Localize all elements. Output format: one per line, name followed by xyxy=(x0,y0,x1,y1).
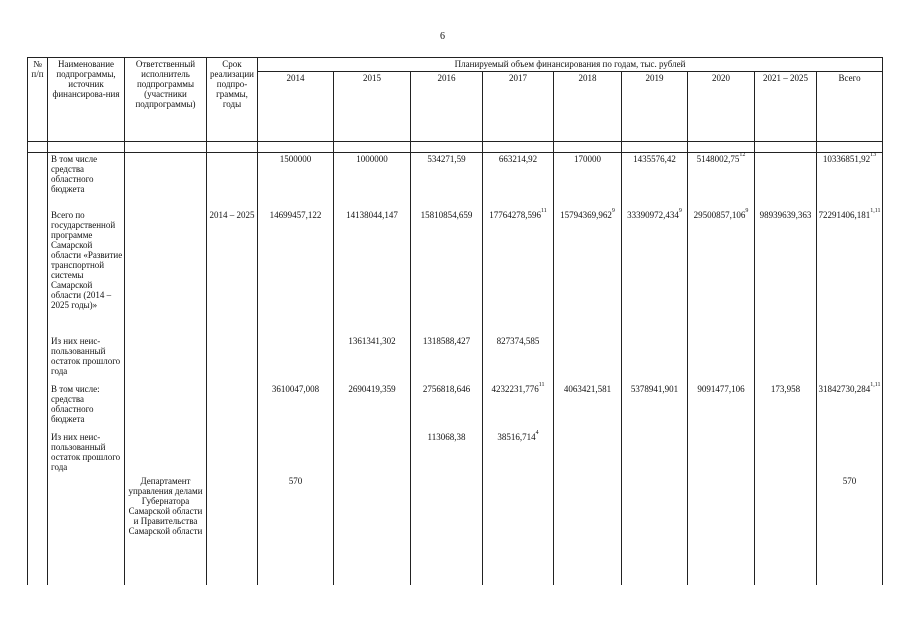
value-cell xyxy=(622,475,688,585)
row-name-cell xyxy=(48,475,125,585)
row-term-cell xyxy=(207,153,258,209)
value-cell xyxy=(411,209,483,335)
value-cell xyxy=(622,431,688,475)
value-cell xyxy=(622,209,688,335)
footnote-ref: 4 xyxy=(535,429,539,436)
value-text: 15810854,659 xyxy=(420,209,473,220)
value-cell xyxy=(334,209,411,335)
row-responsible-cell: Департамент управления делами Губернатора Самарской области и Правительства Самарской области xyxy=(125,475,207,585)
value-cell xyxy=(688,475,755,585)
row-number-cell xyxy=(28,475,48,585)
value-cell xyxy=(755,431,817,475)
footnote-ref: 1,11 xyxy=(870,381,881,388)
value-cell xyxy=(622,153,688,209)
row-term-cell xyxy=(207,383,258,431)
value-cell xyxy=(334,475,411,585)
value-text: 1435576,42 xyxy=(633,154,676,164)
footnote-ref: 9 xyxy=(678,207,682,214)
value-cell xyxy=(755,383,817,431)
value-cell xyxy=(817,431,883,475)
value-cell xyxy=(258,383,334,431)
row-number-cell xyxy=(28,431,48,475)
value-cell xyxy=(622,335,688,383)
value-cell xyxy=(688,335,755,383)
table-row xyxy=(28,383,883,431)
financing-table xyxy=(27,57,883,585)
value-cell xyxy=(817,475,883,585)
footnote-ref: 9 xyxy=(745,207,749,214)
value-text: 5378941,901 xyxy=(630,383,679,394)
value-cell xyxy=(554,335,622,383)
footnote-ref: 11 xyxy=(538,381,545,388)
page-number: 6 xyxy=(440,31,445,42)
value-cell xyxy=(258,209,334,335)
value-cell xyxy=(688,431,755,475)
row-number-cell xyxy=(28,209,48,335)
row-responsible-cell xyxy=(125,383,207,431)
value-text: 1000000 xyxy=(356,154,388,164)
value-text: 663214,92 xyxy=(498,154,538,164)
value-text: 14138044,147 xyxy=(346,209,398,220)
value-cell xyxy=(411,475,483,585)
footnote-ref: 1,11 xyxy=(870,207,881,214)
value-cell xyxy=(483,431,554,475)
row-name-cell: Всего по государственной программе Самарской области «Развитие транспортной системы Самарской области (2014 – 2025 годы)» xyxy=(48,209,125,335)
header-year: 2016 xyxy=(411,72,483,142)
value-cell xyxy=(688,383,755,431)
header-term: Срок реализации подпро-граммы, годы xyxy=(207,58,258,142)
row-name-cell: В том числе: средства областного бюджета xyxy=(48,383,125,431)
value-text: 1318588,427 xyxy=(422,335,471,346)
header-year: 2021 – 2025 xyxy=(755,72,817,142)
header-year: 2015 xyxy=(334,72,411,142)
value-cell xyxy=(755,475,817,585)
value-text: 570 xyxy=(288,475,303,486)
value-cell xyxy=(817,335,883,383)
row-name-cell: В том числе средства областного бюджета xyxy=(48,153,125,209)
row-name-cell: Из них неис-пользованный остаток прошлого года xyxy=(48,335,125,383)
value-cell xyxy=(554,209,622,335)
row-responsible-cell xyxy=(125,153,207,209)
value-cell xyxy=(483,209,554,335)
value-cell xyxy=(258,475,334,585)
value-cell xyxy=(688,209,755,335)
value-cell xyxy=(411,335,483,383)
value-cell xyxy=(411,431,483,475)
value-cell xyxy=(334,153,411,209)
footnote-ref: 11 xyxy=(540,207,547,214)
table-row xyxy=(28,153,883,209)
value-cell xyxy=(483,475,554,585)
value-cell xyxy=(483,383,554,431)
value-cell xyxy=(258,153,334,209)
row-term-cell xyxy=(207,431,258,475)
header-year: 2017 xyxy=(483,72,554,142)
value-cell xyxy=(817,383,883,431)
row-name-cell: Из них неис-пользованный остаток прошлого года xyxy=(48,431,125,475)
header-responsible: Ответственный исполнитель подпрограммы (участники подпрограммы) xyxy=(125,58,207,142)
row-responsible-cell xyxy=(125,335,207,383)
header-financing: Планируемый объем финансирования по годам, тыс. рублей xyxy=(258,58,883,72)
value-cell xyxy=(334,383,411,431)
header-year: 2014 xyxy=(258,72,334,142)
table-row xyxy=(28,431,883,475)
value-cell xyxy=(483,335,554,383)
value-text: 15794369,962 xyxy=(560,209,612,220)
value-text: 173,958 xyxy=(770,383,801,394)
row-number-cell xyxy=(28,153,48,209)
row-number-cell xyxy=(28,383,48,431)
value-cell xyxy=(817,209,883,335)
footnote-ref: 9 xyxy=(611,207,615,214)
value-cell xyxy=(258,335,334,383)
value-text: 14699457,122 xyxy=(269,209,322,220)
value-text: 2756818,646 xyxy=(422,383,471,394)
value-cell xyxy=(554,431,622,475)
row-term-cell xyxy=(207,475,258,585)
value-cell xyxy=(334,431,411,475)
value-text: 170000 xyxy=(574,154,601,164)
value-text: 534271,59 xyxy=(427,154,466,164)
value-text: 5148002,75 xyxy=(696,154,740,164)
value-text: 98939639,363 xyxy=(759,209,812,220)
value-text: 33390972,434 xyxy=(627,209,679,220)
value-cell xyxy=(554,475,622,585)
value-cell xyxy=(755,153,817,209)
table-row xyxy=(28,335,883,383)
value-text: 2690419,359 xyxy=(348,383,396,394)
row-term-cell xyxy=(207,335,258,383)
value-text: 1500000 xyxy=(279,154,312,164)
value-cell xyxy=(334,335,411,383)
value-text: 38516,714 xyxy=(497,431,536,442)
value-text: 9091477,106 xyxy=(697,383,745,394)
value-cell xyxy=(258,431,334,475)
value-cell xyxy=(688,153,755,209)
value-text: 1361341,302 xyxy=(348,335,396,346)
header-name: Наименование подпрограммы, источник финансирова-ния xyxy=(48,58,125,142)
header-year: Всего xyxy=(817,72,883,142)
value-cell xyxy=(411,153,483,209)
value-text: 10336851,92 xyxy=(822,154,871,164)
footnote-ref: 12 xyxy=(739,152,746,158)
header-year: 2020 xyxy=(688,72,755,142)
value-cell xyxy=(755,335,817,383)
table-row xyxy=(28,209,883,335)
value-cell xyxy=(554,383,622,431)
value-text: 72291406,181 xyxy=(818,209,871,220)
header-num: № п/п xyxy=(28,58,48,142)
value-cell xyxy=(622,383,688,431)
value-text: 4063421,581 xyxy=(563,383,612,394)
row-number-cell xyxy=(28,335,48,383)
header-year: 2019 xyxy=(622,72,688,142)
row-responsible-cell xyxy=(125,209,207,335)
value-text: 31842730,284 xyxy=(818,383,871,394)
value-text: 29500857,106 xyxy=(693,209,746,220)
value-text: 17764278,596 xyxy=(489,209,541,220)
value-text: 113068,38 xyxy=(427,431,466,442)
footnote-ref: 13 xyxy=(870,152,877,158)
value-cell xyxy=(755,209,817,335)
value-cell xyxy=(411,383,483,431)
header-year: 2018 xyxy=(554,72,622,142)
value-cell xyxy=(817,153,883,209)
value-text: 3610047,008 xyxy=(271,383,320,394)
value-cell xyxy=(483,153,554,209)
value-cell xyxy=(554,153,622,209)
table-row xyxy=(28,475,883,585)
value-text: 570 xyxy=(842,475,857,486)
row-responsible-cell xyxy=(125,431,207,475)
value-text: 827374,585 xyxy=(496,335,540,346)
value-text: 4232231,776 xyxy=(491,383,539,394)
row-term-cell: 2014 – 2025 xyxy=(207,209,258,335)
